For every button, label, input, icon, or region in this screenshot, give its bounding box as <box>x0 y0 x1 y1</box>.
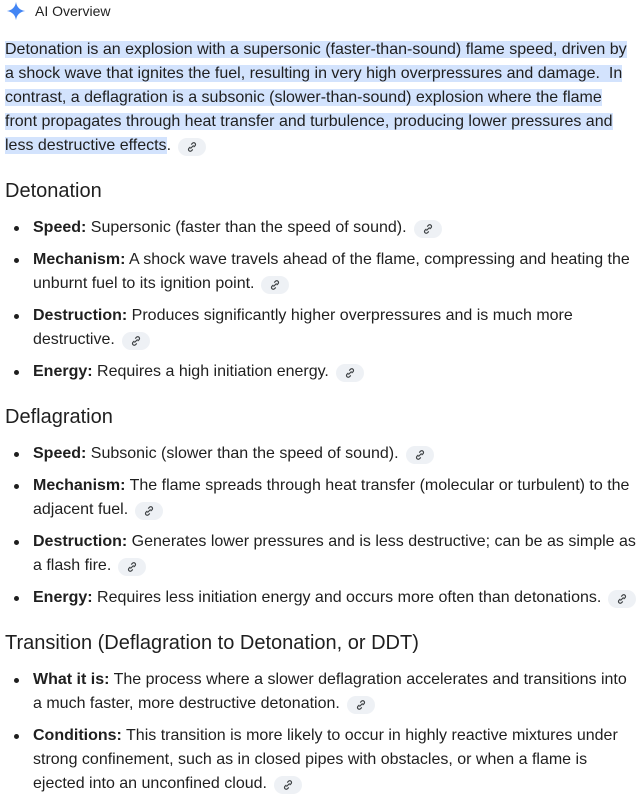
link-icon <box>355 699 367 711</box>
item-text: The flame spreads through heat transfer (molecular or turbulent) to the adjacent fuel. <box>33 477 630 518</box>
section-title: Transition (Deflagration to Detonation, or DDT) <box>5 632 419 654</box>
source-link-button[interactable] <box>406 446 434 464</box>
source-link-button[interactable] <box>178 138 206 156</box>
ddt-list <box>5 668 637 796</box>
link-icon <box>126 561 138 573</box>
source-link-button[interactable] <box>274 776 302 794</box>
intro-end-punct: . <box>166 137 172 154</box>
source-link-button[interactable] <box>608 590 636 608</box>
item-term: Destruction: <box>33 533 128 550</box>
list-item <box>5 474 637 522</box>
item-term: Conditions: <box>33 727 122 744</box>
list-item <box>5 586 637 610</box>
list-item <box>5 530 637 578</box>
item-term: What it is: <box>33 671 110 688</box>
link-icon <box>422 223 434 235</box>
source-link-button[interactable] <box>414 220 442 238</box>
list-item <box>5 216 637 240</box>
source-link-button[interactable] <box>122 332 150 350</box>
source-link-button[interactable] <box>118 558 146 576</box>
source-link-button[interactable] <box>347 696 375 714</box>
item-text: Generates lower pressures and is less destructive; can be as simple as a flash fire. <box>33 533 636 574</box>
section-deflagration <box>5 404 637 610</box>
item-text: A shock wave travels ahead of the flame, compressing and heating the unburnt fuel to its ignition point. <box>33 251 630 292</box>
item-term: Mechanism: <box>33 251 126 268</box>
item-term: Speed: <box>33 445 87 462</box>
link-icon <box>130 335 142 347</box>
link-icon <box>282 779 294 791</box>
section-title: Detonation <box>5 180 102 202</box>
link-icon <box>344 367 356 379</box>
sparkle-icon <box>6 1 26 21</box>
item-text: Produces significantly higher overpressures and is much more destructive. <box>33 307 573 348</box>
item-text: The process where a slower deflagration accelerates and transitions into a much faster, more destructive detonation. <box>33 671 627 712</box>
section-detonation <box>5 178 637 384</box>
list-item <box>5 248 637 296</box>
item-term: Speed: <box>33 219 87 236</box>
list-item <box>5 668 637 716</box>
item-term: Mechanism: <box>33 477 126 494</box>
list-item <box>5 304 637 352</box>
item-text: Subsonic (slower than the speed of sound). <box>86 445 399 462</box>
link-icon <box>186 141 198 153</box>
source-link-button[interactable] <box>336 364 364 382</box>
section-ddt <box>5 630 637 796</box>
intro-paragraph <box>5 38 637 158</box>
source-link-button[interactable] <box>261 276 289 294</box>
item-text: This transition is more likely to occur in highly reactive mixtures under strong confinement, such as in closed pipes with obstacles, or when a flame is ejected into an unconfined cloud. <box>33 727 618 792</box>
list-item <box>5 360 637 384</box>
link-icon <box>143 505 155 517</box>
link-icon <box>414 449 426 461</box>
item-term: Energy: <box>33 363 93 380</box>
list-item <box>5 724 637 796</box>
section-title: Deflagration <box>5 406 113 428</box>
link-icon <box>269 279 281 291</box>
item-text: Supersonic (faster than the speed of sound). <box>86 219 407 236</box>
list-item <box>5 442 637 466</box>
ai-overview-header <box>6 0 110 22</box>
item-term: Energy: <box>33 589 93 606</box>
detonation-list <box>5 216 637 384</box>
ai-overview-title: AI Overview <box>35 3 111 19</box>
source-link-button[interactable] <box>135 502 163 520</box>
item-text: Requires a high initiation energy. <box>92 363 329 380</box>
deflagration-list <box>5 442 637 610</box>
item-text: Requires less initiation energy and occurs more often than detonations. <box>92 589 602 606</box>
intro-sentence-2[interactable]: In contrast, a deflagration is a subsonic (slower-than-sound) explosion where the flame front propagates through heat transfer and turbulence, producing lower pressures and less destructive effects <box>5 65 623 154</box>
intro-sentence-1[interactable]: Detonation is an explosion with a supersonic (faster-than-sound) flame speed, driven by a shock wave that ignites the fuel, resulting in very high overpressures and damage. <box>5 41 627 82</box>
item-term: Destruction: <box>33 307 128 324</box>
link-icon <box>616 593 628 605</box>
